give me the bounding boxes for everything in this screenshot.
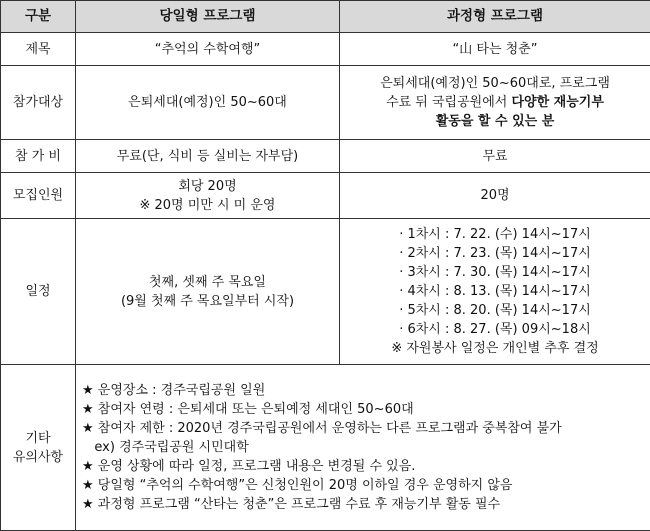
row-label-title: 제목	[1, 33, 76, 66]
note-item: ★ 과정형 프로그램 “산타는 청춘”은 프로그램 수료 후 재능기부 활동 필수	[82, 497, 501, 512]
course-participants-line3-bold: 활동을 할 수 있는 분	[435, 114, 555, 129]
course-schedule	[340, 219, 650, 365]
header-daytrip-program: 당일형 프로그램	[76, 1, 340, 33]
daytrip-participants: 은퇴세대(예정)인 50~60대	[76, 66, 340, 140]
header-category: 구분	[1, 1, 76, 33]
daytrip-recruit-line1: 회당 20명	[178, 178, 237, 194]
course-participants-line2-plain: 수료 뒤 국립공원에서	[386, 95, 512, 110]
daytrip-schedule	[76, 219, 340, 365]
row-label-fee: 참 가 비	[1, 140, 76, 173]
daytrip-schedule-line1: 첫째, 셋째 주 목요일	[149, 274, 266, 290]
schedule-item: · 3차시 : 7. 30. (목) 14시~17시	[399, 265, 591, 280]
row-notes	[1, 365, 650, 531]
course-title: “山 타는 청춘”	[340, 33, 650, 66]
row-label-notes-line2: 유의사항	[12, 449, 64, 465]
notes-content	[76, 365, 650, 531]
schedule-item: · 2차시 : 7. 23. (목) 14시~17시	[399, 246, 591, 261]
daytrip-recruit	[76, 173, 340, 219]
note-item: ex) 경주국립공원 시민대학	[82, 440, 249, 455]
row-participants	[1, 66, 650, 140]
row-label-schedule: 일정	[1, 219, 76, 365]
course-fee: 무료	[340, 140, 650, 173]
daytrip-title: “추억의 수학여행”	[76, 33, 340, 66]
schedule-note: ※ 자원봉사 일정은 개인별 추후 결정	[391, 341, 599, 356]
course-participants-line2	[346, 93, 644, 112]
note-item: ★ 참여자 제한 : 2020년 경주국립공원에서 운영하는 다른 프로그램과 중복참여 불가	[82, 421, 562, 436]
row-schedule	[1, 219, 650, 365]
row-title	[1, 33, 650, 66]
course-participants-line3	[346, 112, 644, 131]
course-recruit: 20명	[340, 173, 650, 219]
schedule-item: · 6차시 : 8. 27. (목) 09시~18시	[399, 322, 591, 337]
note-item: ★ 운영장소 : 경주국립공원 일원	[82, 383, 266, 398]
note-item: ★ 당일형 “추억의 수학여행”은 신청인원이 20명 이하일 경우 운영하지 않음	[82, 478, 513, 493]
header-course-program: 과정형 프로그램	[340, 1, 650, 33]
row-recruit	[1, 173, 650, 219]
row-label-notes-line1: 기타	[25, 430, 51, 446]
row-label-notes	[1, 365, 76, 531]
table-header-row	[1, 1, 650, 33]
schedule-item: · 5차시 : 8. 20. (목) 14시~17시	[399, 303, 591, 318]
row-label-recruit: 모집인원	[1, 173, 76, 219]
schedule-item: · 1차시 : 7. 22. (수) 14시~17시	[399, 227, 591, 242]
note-item: ★ 참여자 연령 : 은퇴세대 또는 은퇴예정 세대인 50~60대	[82, 402, 414, 417]
row-label-participants: 참가대상	[1, 66, 76, 140]
schedule-item: · 4차시 : 8. 13. (목) 14시~17시	[399, 284, 591, 299]
row-fee	[1, 140, 650, 173]
daytrip-recruit-line2: ※ 20명 미만 시 미 운영	[139, 197, 276, 213]
daytrip-schedule-line2: (9월 첫째 주 목요일부터 시작)	[120, 293, 295, 309]
daytrip-fee: 무료(단, 식비 등 실비는 자부담)	[76, 140, 340, 173]
course-participants-line1: 은퇴세대(예정)인 50~60대로, 프로그램	[380, 76, 610, 91]
course-participants	[340, 66, 650, 140]
course-participants-line2-bold: 다양한 재능기부	[511, 95, 604, 110]
note-item: ★ 운영 상황에 따라 일정, 프로그램 내용은 변경될 수 있음.	[82, 459, 416, 474]
